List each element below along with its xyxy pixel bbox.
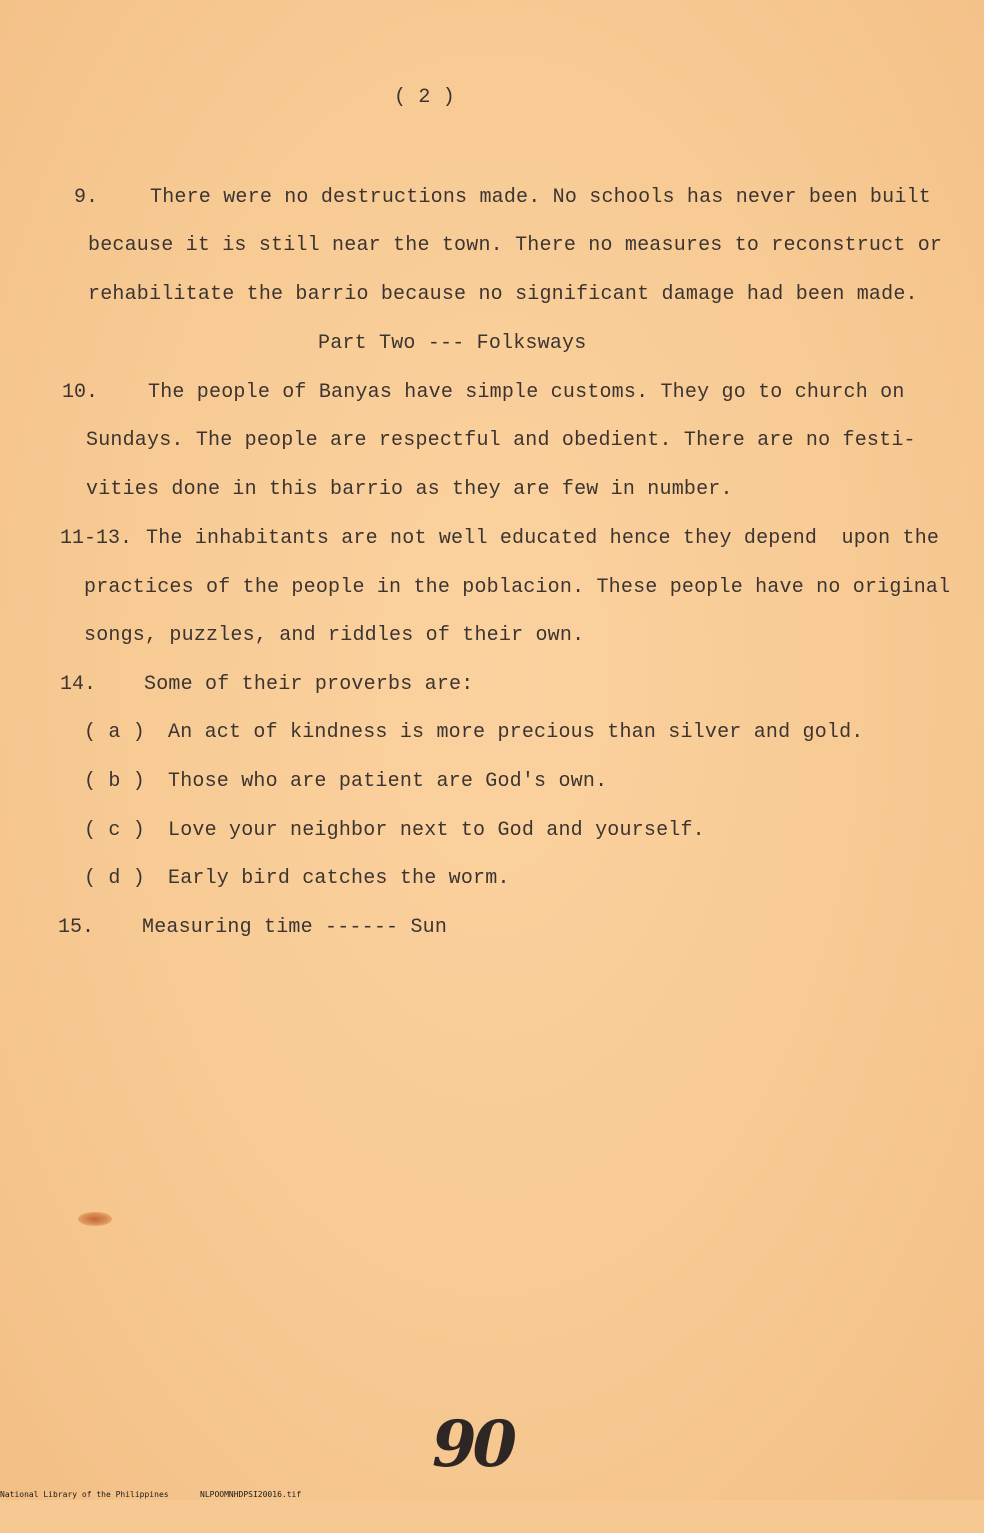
proverb-label-c: ( c ) (84, 819, 146, 842)
proverb-label-d: ( d ) (84, 867, 146, 890)
p10-line-3: vities done in this barrio as they are few in number. (86, 478, 733, 501)
p11-line-1: The inhabitants are not well educated hence they depend upon the (146, 527, 940, 550)
paper-stain (78, 1212, 112, 1226)
footer-filename: NLPOOMNHDPSI20016.tif (200, 1490, 302, 1499)
proverb-label-b: ( b ) (84, 770, 146, 793)
proverb-label-a: ( a ) (84, 721, 146, 744)
p10-line-2: Sundays. The people are respectful and obedient. There are no festi- (86, 429, 916, 452)
p10-line-1: The people of Banyas have simple customs. They go to church on (148, 381, 905, 404)
p15-text: Measuring time ------ Sun (142, 916, 448, 939)
proverb-text-c: Love your neighbor next to God and yourself. (168, 819, 705, 842)
item-number-15: 15. (58, 916, 95, 939)
p9-line-2: because it is still near the town. There no measures to reconstruct or (88, 234, 943, 257)
page-number-header: ( 2 ) (394, 86, 456, 109)
p9-line-1: There were no destructions made. No schools has never been built (150, 186, 931, 209)
item-number-9: 9. (74, 186, 99, 209)
proverb-text-d: Early bird catches the worm. (168, 867, 510, 890)
proverb-text-b: Those who are patient are God's own. (168, 770, 608, 793)
p9-line-3: rehabilitate the barrio because no significant damage had been made. (88, 283, 918, 306)
p14-intro: Some of their proverbs are: (144, 673, 474, 696)
item-number-14: 14. (60, 673, 97, 696)
item-number-10: 10. (62, 381, 99, 404)
handwritten-page-number: 90 (432, 1407, 514, 1482)
scan-footer (0, 1489, 984, 1500)
section-heading: Part Two --- Folksways (318, 332, 587, 355)
item-number-11-13: 11-13. (60, 527, 133, 550)
footer-library: National Library of the Philippines (0, 1490, 169, 1499)
proverb-text-a: An act of kindness is more precious than silver and gold. (168, 721, 864, 744)
p11-line-2: practices of the people in the poblacion. These people have no original (84, 576, 951, 599)
p11-line-3: songs, puzzles, and riddles of their own. (84, 624, 585, 647)
